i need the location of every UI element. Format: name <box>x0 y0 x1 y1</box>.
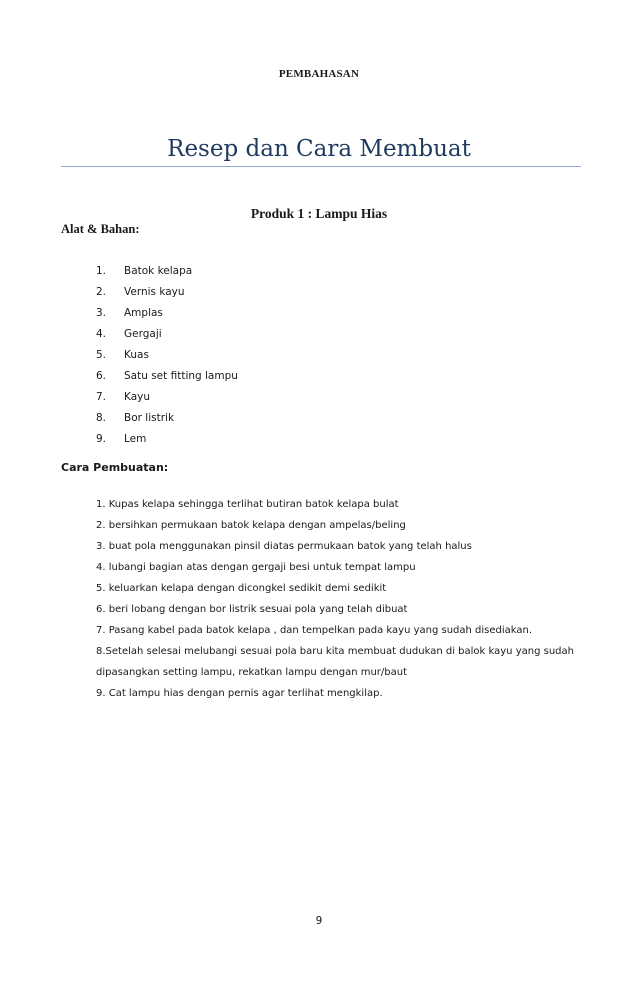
item-number: 8. <box>96 411 107 424</box>
item-text: Kuas <box>124 348 149 361</box>
item-text: Lem <box>124 432 147 445</box>
list-item <box>96 302 238 323</box>
item-text: Gergaji <box>124 327 162 340</box>
item-text: Batok kelapa <box>124 264 193 277</box>
item-text: Amplas <box>124 306 163 319</box>
step-item: 7. Pasang kabel pada batok kelapa , dan tempelkan pada kayu yang sudah disediakan. <box>96 625 533 636</box>
list-item <box>96 386 238 407</box>
item-number: 9. <box>96 432 107 445</box>
item-number: 2. <box>96 285 107 298</box>
step-item: 5. keluarkan kelapa dengan dicongkel sedikit demi sedikit <box>96 583 387 594</box>
step-item: 9. Cat lampu hias dengan pernis agar terlihat mengkilap. <box>96 688 383 699</box>
steps-heading: Cara Pembuatan: <box>61 461 169 474</box>
list-item <box>96 407 238 428</box>
step-item: 1. Kupas kelapa sehingga terlihat butiran batok kelapa bulat <box>96 499 399 510</box>
step-item: 8.Setelah selesai melubangi sesuai pola baru kita membuat dudukan di balok kayu yang sudah dipasangkan setting lampu, rekatkan lampu dengan mur/baut <box>96 646 574 678</box>
list-item <box>96 323 238 344</box>
item-text: Vernis kayu <box>124 285 185 298</box>
list-item <box>96 281 238 302</box>
item-number: 7. <box>96 390 107 403</box>
title-divider <box>61 166 581 167</box>
page-header: PEMBAHASAN <box>278 68 360 80</box>
page-number: 9 <box>315 915 323 927</box>
materials-heading: Alat & Bahan: <box>61 222 140 236</box>
item-number: 6. <box>96 369 107 382</box>
list-item <box>96 344 238 365</box>
step-item: 3. buat pola menggunakan pinsil diatas permukaan batok yang telah halus <box>96 541 472 552</box>
list-item <box>96 428 238 449</box>
page-title: Resep dan Cara Membuat <box>167 136 471 162</box>
step-item: 6. beri lobang dengan bor listrik sesuai pola yang telah dibuat <box>96 604 408 615</box>
steps-list <box>96 494 576 704</box>
item-text: Satu set fitting lampu <box>124 369 238 382</box>
item-text: Kayu <box>124 390 151 403</box>
materials-list <box>96 260 238 449</box>
item-number: 1. <box>96 264 107 277</box>
step-item: 2. bersihkan permukaan batok kelapa dengan ampelas/beling <box>96 520 406 531</box>
step-item: 4. lubangi bagian atas dengan gergaji besi untuk tempat lampu <box>96 562 416 573</box>
item-number: 4. <box>96 327 107 340</box>
item-text: Bor listrik <box>124 411 175 424</box>
list-item <box>96 365 238 386</box>
item-number: 5. <box>96 348 107 361</box>
item-number: 3. <box>96 306 107 319</box>
product-title: Produk 1 : Lampu Hias <box>250 206 388 221</box>
list-item <box>96 260 238 281</box>
